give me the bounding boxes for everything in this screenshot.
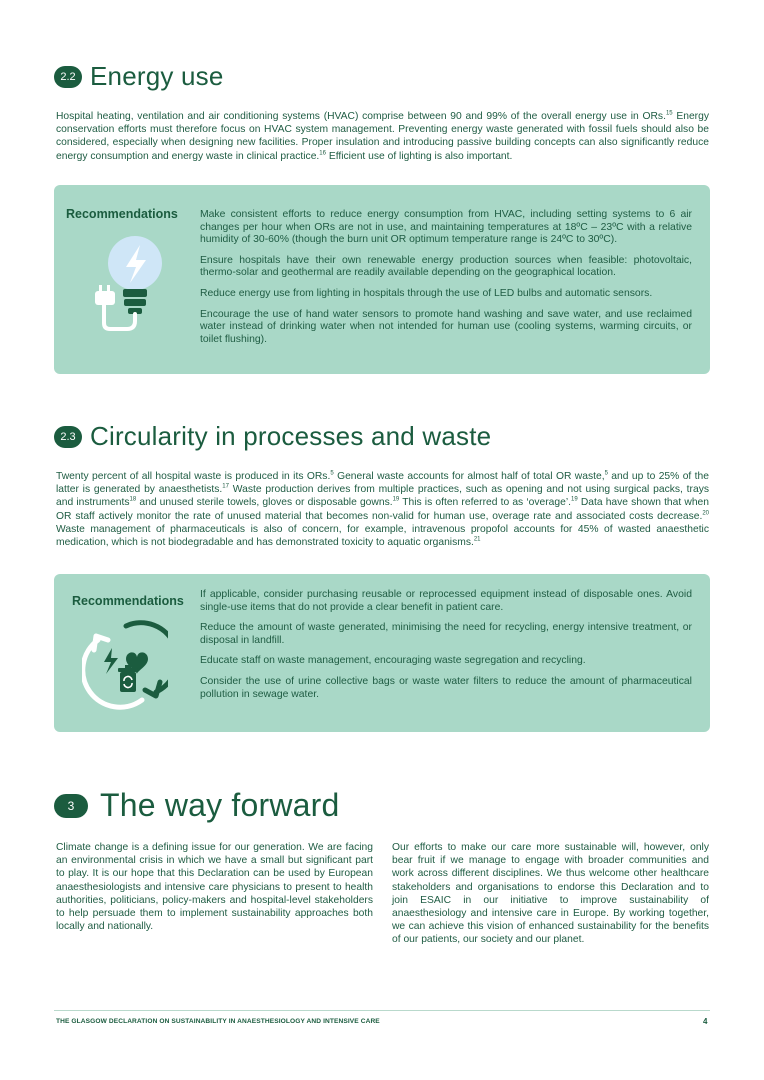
circularity-recommendations-list (200, 589, 692, 709)
energy-recommendations-box (54, 185, 710, 374)
recommendation-item: If applicable, consider purchasing reusable or reprocessed equipment instead of disposable ones. Avoid single-use items that do not provide a clear benefit in patient care. (200, 589, 692, 613)
recommendation-item: Ensure hospitals have their own renewable energy production sources when feasible: photovoltaic, thermo-solar and geothermal are readily available depending on the geographical location. (200, 254, 692, 279)
text-run: Energy conservation efforts must therefore focus on HVAC system management. Preventing energy waste generated with fossil fuels should also be considered, especially when designing new facilities. Proper insulation and introducing passive building concepts can also significantly reduce energy consumption and energy waste in clinical practice. (56, 111, 709, 162)
text-run: and up to 25% of the latter is generated by anaesthetists. (56, 471, 709, 496)
section-title: Circularity in processes and waste (90, 421, 492, 451)
recommendation-item: Reduce the amount of waste generated, minimising the need for recycling, energy intensive treatment, or disposal in landfill. (200, 622, 692, 646)
citation: 19 (571, 496, 578, 503)
section-number-badge: 2.3 (54, 426, 82, 448)
text-run: Twenty percent of all hospital waste is produced in its ORs. (56, 471, 331, 482)
section-energy-header (54, 61, 224, 92)
citation: 15 (665, 110, 673, 117)
section-number-badge: 3 (54, 794, 88, 818)
text-run: Efficient use of lighting is also important. (325, 150, 513, 162)
text-run: This is often referred to as ‘overage’. (399, 497, 571, 509)
text-run: and unused sterile towels, gloves or disposable gowns. (136, 497, 393, 509)
energy-recommendations-list (200, 209, 692, 354)
circularity-paragraph (56, 470, 709, 549)
citation: 21 (473, 536, 481, 543)
section-circularity-header (54, 421, 491, 452)
text-run: Data have shown that when OR staff actively monitor the rate of unused material that becomes non-valid for human use, overage rate and associated costs decrease. (56, 497, 710, 522)
recommendation-item: Educate staff on waste management, encouraging waste segregation and recycling. (200, 655, 586, 667)
recommendation-item: Reduce energy use from lighting in hospitals through the use of LED bulbs and automatic sensors. (200, 287, 653, 299)
recommendations-title: Recommendations (66, 207, 178, 221)
section-number-badge: 2.2 (54, 66, 82, 88)
recommendation-item: Consider the use of urine collective bags or waste water filters to reduce the amount of pharmaceutical pollution in sewage water. (200, 675, 692, 700)
forward-column-right: Our efforts to make our care more sustainable will, however, only bear fruit if we manage to engage with broader communities and work across different disciplines. We thus welcome other healthcare stakeholders and organisations to endorse this Declaration and to join ESAIC in our initiative to improve sustainability of anaesthesiology and intensive care in Europe. By working together, we can achieve this vision of enhanced sustainability for the benefits of our patients, our society and our planet. (392, 842, 709, 946)
citation: 19 (392, 496, 400, 503)
citation: 20 (702, 510, 709, 517)
recommendations-title: Recommendations (72, 594, 184, 608)
forward-column-left: Climate change is a defining issue for our generation. We are facing an environmental crisis in which we have a small but significant part to play. It is our hope that this Declaration can be used by European anaesthesiologists and intensive care physicians to present to health authorities, politicians, policy-makers and hospital-level stakeholders to help persuade them to implement sustainability approaches both locally and nationally. (56, 842, 373, 933)
text-run: Hospital heating, ventilation and air conditioning systems (HVAC) comprise between 90 and 99% of the overall energy use in ORs. (56, 111, 666, 122)
lightbulb-plug-icon (92, 233, 166, 337)
circularity-recommendations-box (54, 574, 710, 732)
citation: 18 (129, 496, 137, 503)
footer-title: THE GLASGOW DECLARATION ON SUSTAINABILITY IN ANAESTHESIOLOGY AND INTENSIVE CARE (56, 1018, 380, 1025)
text-run: Waste management of pharmaceuticals is also of concern, for example, intravenous propofol accounts for 45% of wasted anaesthetic medication, which is not biodegradable and has demonstrated toxicity to aquatic organisms. (56, 523, 709, 549)
citation: 5 (330, 470, 334, 477)
section-title: The way forward (100, 787, 340, 823)
text-run: Waste production derives from multiple practices, such as opening and not using surgical packs, trays and instruments (56, 484, 709, 509)
text-run: General waste accounts for almost half of total OR waste, (333, 471, 605, 482)
recycle-cycle-icon (82, 618, 168, 710)
recommendation-item: Make consistent efforts to reduce energy consumption from HVAC, including setting systems to 6 air changes per hour when ORs are not in use, and maintaining temperatures at 18ºC – 23ºC with a relative humidity of 30-60% (though the burn unit OR optimum temperature range is 24ºC to 30ºC). (200, 209, 692, 246)
citation: 5 (604, 470, 608, 477)
citation: 16 (319, 150, 326, 157)
citation: 17 (222, 483, 229, 490)
recommendation-item: Encourage the use of hand water sensors to promote hand washing and save water, and use reclaimed water instead of drinking water when not intended for human use (cooling systems, warming circuits, or toilet flushing). (200, 308, 692, 345)
energy-paragraph (56, 110, 709, 163)
section-title: Energy use (90, 61, 224, 91)
section-forward-header (54, 787, 340, 824)
page-number: 4 (703, 1017, 708, 1026)
footer-divider (54, 1010, 710, 1011)
